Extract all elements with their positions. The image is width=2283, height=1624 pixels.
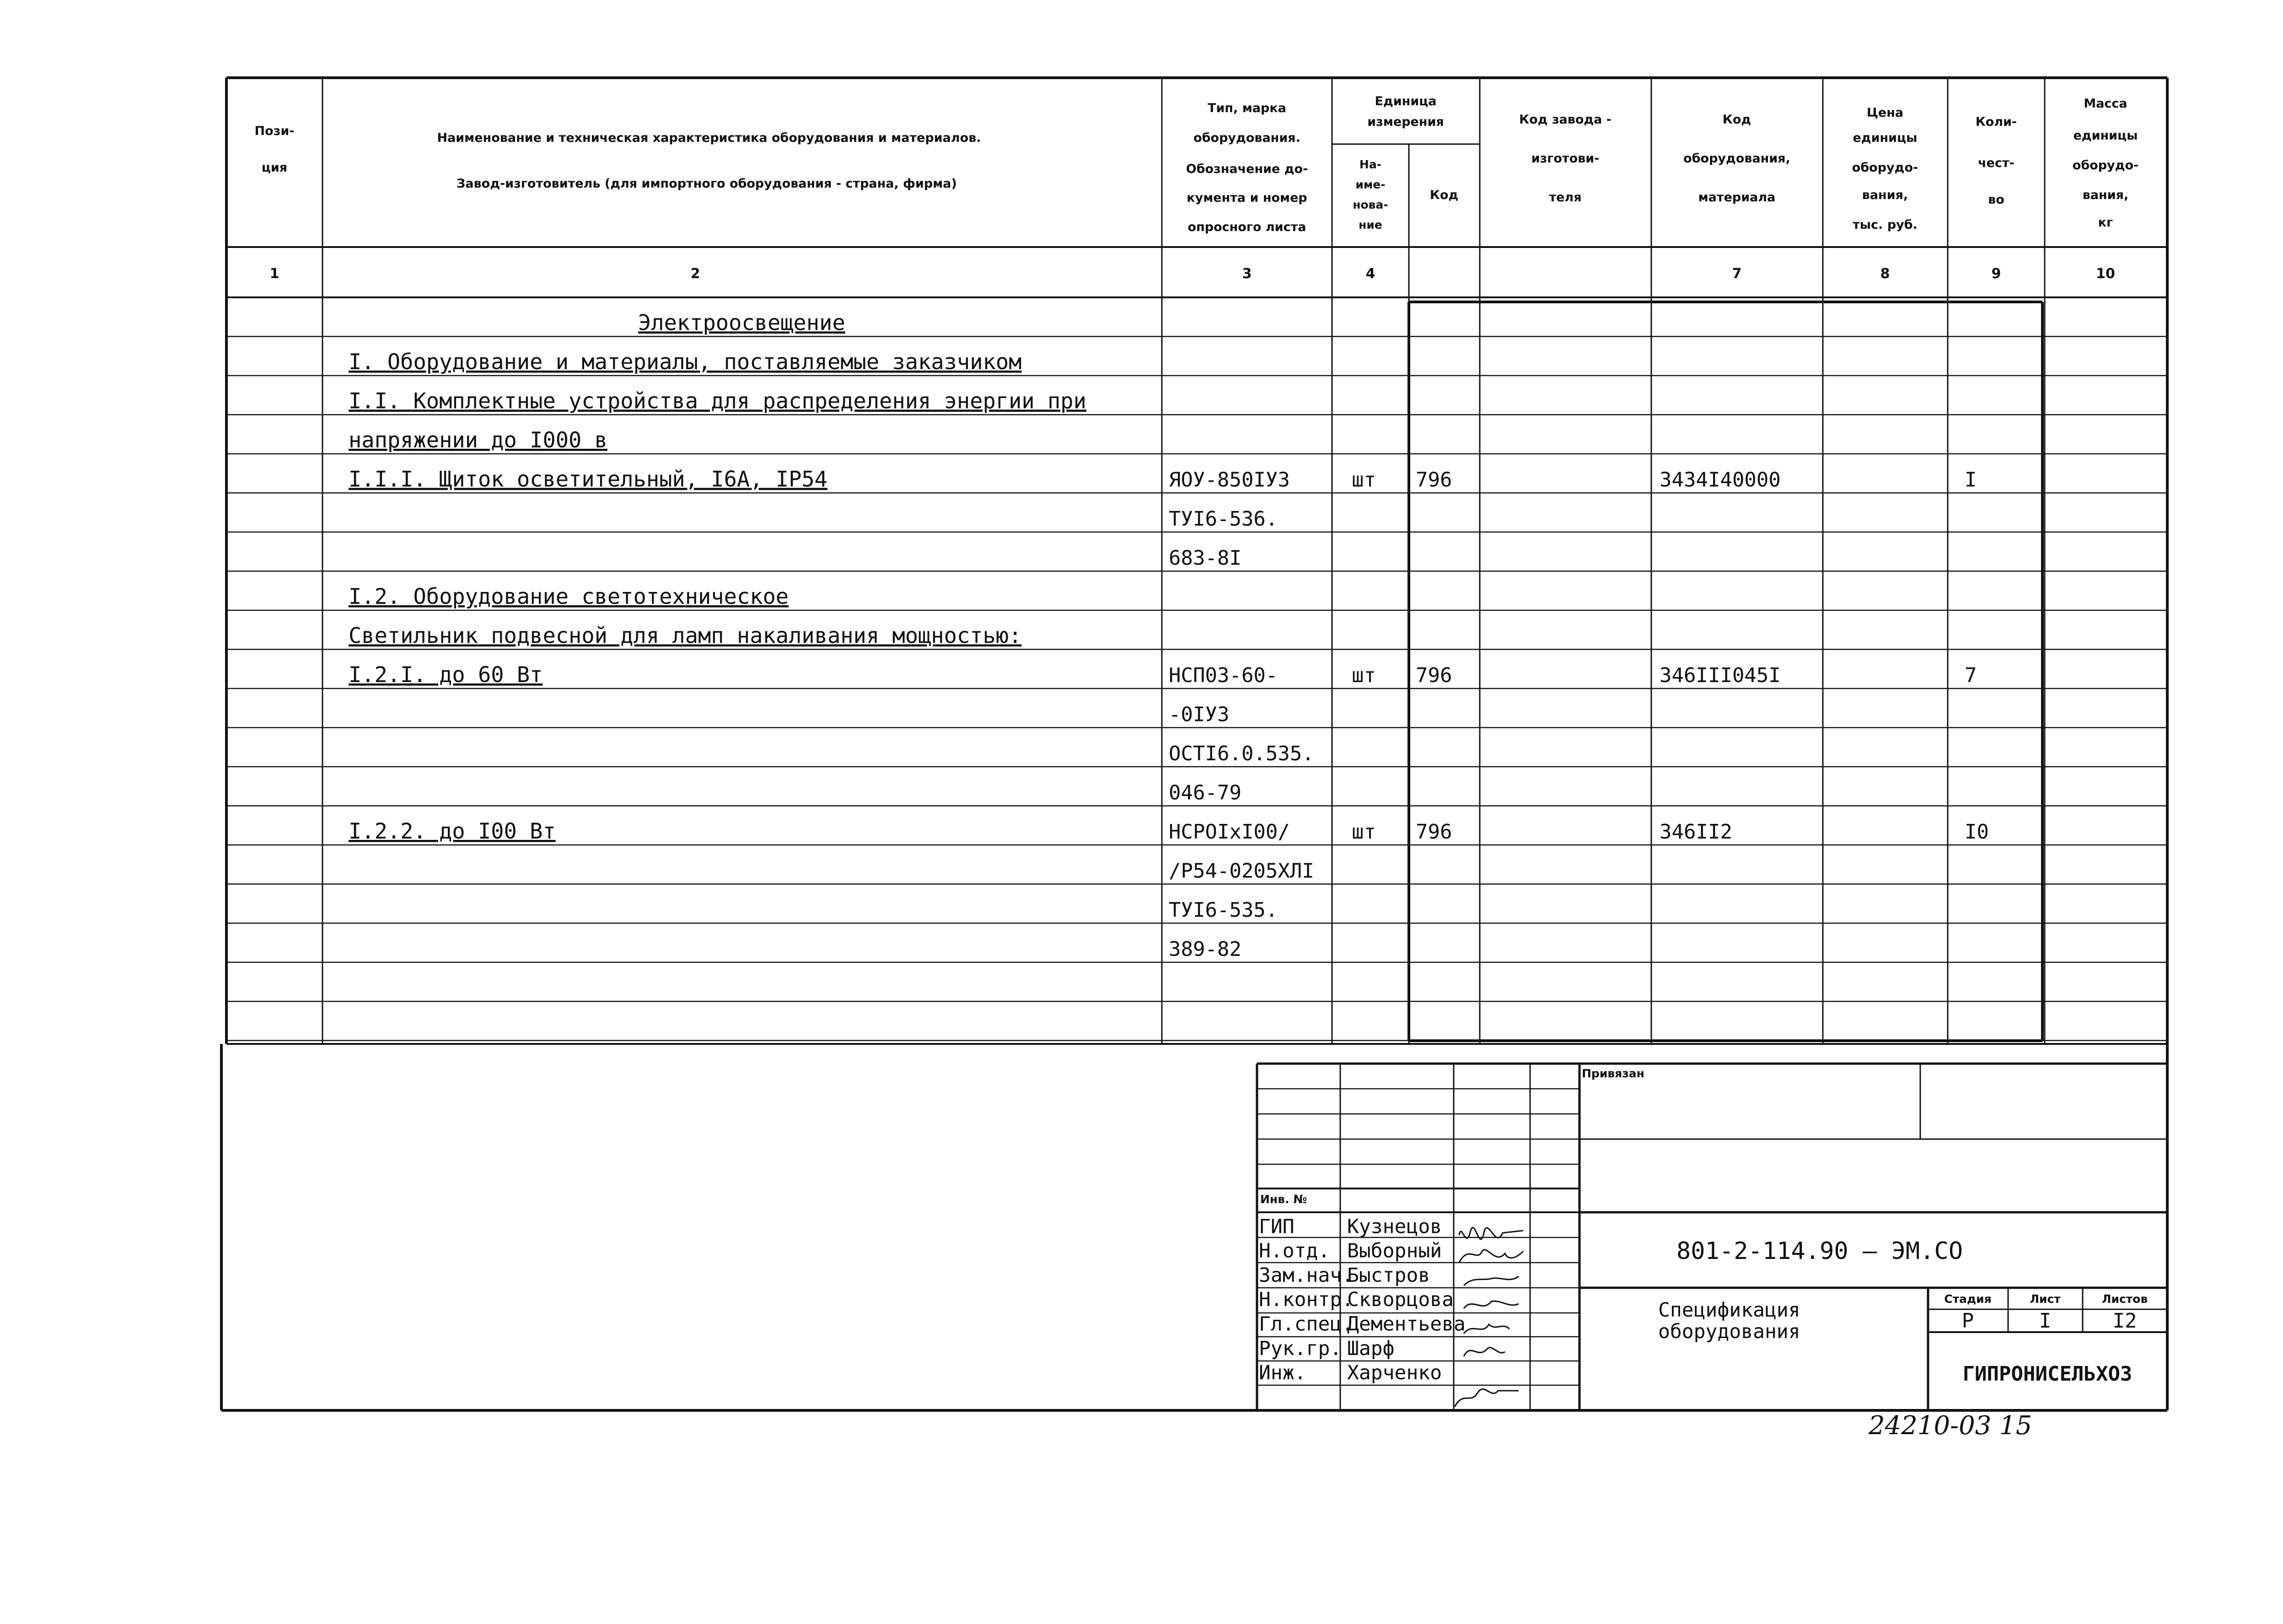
cell-name: Электроосвещение xyxy=(638,310,845,336)
inventory-label: Инв. № xyxy=(1260,1193,1307,1206)
bound-label: Привязан xyxy=(1582,1067,1644,1080)
table-row xyxy=(1169,781,1241,805)
cell-type: НСП03-60- xyxy=(1169,664,1278,687)
col-number: 10 xyxy=(2096,266,2115,282)
header-col3-l3: Обозначение до- xyxy=(1186,162,1308,176)
signer-role: Н.контр. xyxy=(1259,1288,1354,1312)
header-col10-l3: оборудо- xyxy=(2072,158,2139,172)
header-col7-l2: оборудования, xyxy=(1683,151,1790,166)
header-unit-l2: измерения xyxy=(1367,115,1444,129)
signer-row xyxy=(1259,1240,1442,1263)
table-row xyxy=(1169,703,1229,726)
cell-equip: 346II2 xyxy=(1660,820,1732,844)
cell-code: 796 xyxy=(1416,664,1452,687)
signer-name: Дементьева xyxy=(1347,1312,1466,1336)
cell-type: 046-79 xyxy=(1169,781,1241,805)
header-col8-l5: тыс. руб. xyxy=(1853,218,1918,232)
header-col1-l1: Пози- xyxy=(254,124,295,138)
cell-code: 796 xyxy=(1416,468,1452,492)
cell-name: I. Оборудование и материалы, поставляемые заказчиком xyxy=(349,350,1022,375)
column-numbers xyxy=(270,266,2115,282)
table-row xyxy=(638,311,845,336)
header-col3-l1: Тип, марка xyxy=(1208,101,1286,115)
table-row xyxy=(349,584,789,609)
table-row xyxy=(1169,547,1241,570)
header-unit-name-l4: ние xyxy=(1359,218,1382,231)
header-unit-code: Код xyxy=(1429,188,1459,202)
sheets-value: I2 xyxy=(2112,1309,2137,1333)
cell-type: ТУI6-535. xyxy=(1169,898,1278,922)
table-row xyxy=(1169,507,1278,531)
signers-list xyxy=(1259,1215,1466,1384)
signer-role: Зам.нач. xyxy=(1259,1264,1354,1287)
signer-row xyxy=(1259,1264,1430,1287)
header-col9-l2: чест- xyxy=(1978,156,2014,170)
col-number: 1 xyxy=(269,266,279,282)
cell-name: I.2. Оборудование светотехническое xyxy=(349,584,789,609)
table-body xyxy=(349,311,1989,961)
signer-row xyxy=(1259,1313,1466,1336)
header-col8-l1: Цена xyxy=(1866,106,1904,120)
signer-name: Скворцова xyxy=(1347,1288,1454,1312)
col-number: 2 xyxy=(690,266,700,282)
doc-title-l1: Спецификация xyxy=(1658,1299,1800,1322)
signer-name: Быстров xyxy=(1347,1264,1430,1287)
header-col8-l2: единицы xyxy=(1853,131,1918,145)
header-col3-l2: оборудования. xyxy=(1193,131,1300,145)
cell-type: 389-82 xyxy=(1169,937,1241,961)
header-col10-l5: кг xyxy=(2098,215,2113,230)
table-row xyxy=(349,350,1021,375)
stage-value: Р xyxy=(1961,1309,1974,1333)
cell-unit: шт xyxy=(1352,468,1376,492)
col-number: 9 xyxy=(1991,266,2001,282)
signer-row xyxy=(1259,1288,1454,1311)
doc-title-l2: оборудования xyxy=(1658,1320,1800,1343)
table-row xyxy=(349,428,607,453)
table-row xyxy=(349,389,1086,414)
header-col8-l4: вания, xyxy=(1862,188,1908,202)
archive-number: 24210-03 15 xyxy=(1869,1411,2032,1441)
cell-name: I.I. Комплектные устройства для распределения энергии при xyxy=(349,388,1086,414)
header-unit-name-l1: На- xyxy=(1359,158,1382,171)
cell-type: НСРОIхI00/ xyxy=(1169,820,1290,844)
table-row xyxy=(349,467,1977,492)
cell-name: напряжении до I000 в xyxy=(349,428,607,453)
cell-equip: 346III045I xyxy=(1660,664,1781,687)
table-row xyxy=(1169,898,1278,922)
table-row xyxy=(1169,938,1241,961)
header-col3-l5: опросного листа xyxy=(1187,220,1306,234)
signer-row xyxy=(1259,1361,1442,1384)
cell-name: I.I.I. Щиток осветительный, I6A, IP54 xyxy=(349,467,827,492)
header-col2-l1: Наименование и техническая характеристика оборудования и материалов. xyxy=(437,131,981,145)
cell-type: 683-8I xyxy=(1169,546,1241,570)
cell-type: ОСТI6.0.535. xyxy=(1169,742,1314,765)
table-row xyxy=(349,819,1989,844)
header-col1-l2: ция xyxy=(261,161,288,175)
header-col5-l2: изготови- xyxy=(1531,151,1600,166)
header-col8-l3: оборудо- xyxy=(1852,161,1918,175)
signer-role: ГИП xyxy=(1259,1215,1295,1238)
cell-qty: 7 xyxy=(1965,664,1977,687)
table-row xyxy=(349,662,1977,688)
header-col3-l4: кумента и номер xyxy=(1187,191,1307,205)
signer-name: Шарф xyxy=(1347,1337,1395,1360)
sheet-label: Лист xyxy=(2030,1292,2061,1306)
cell-type: -0IУЗ xyxy=(1169,703,1230,726)
signer-row xyxy=(1259,1337,1395,1360)
header-col10-l4: вания, xyxy=(2082,188,2129,202)
signer-row xyxy=(1259,1215,1442,1238)
table-row xyxy=(1169,860,1314,883)
table-header xyxy=(255,94,2139,234)
cell-type: ТУI6-536. xyxy=(1169,507,1278,531)
signer-role: Инж. xyxy=(1259,1361,1306,1385)
header-col10-l1: Масса xyxy=(2084,97,2127,111)
cell-equip: 3434I40000 xyxy=(1660,468,1781,492)
header-unit-name-l3: нова- xyxy=(1353,198,1388,211)
sheets-label: Листов xyxy=(2101,1292,2148,1306)
col-number: 7 xyxy=(1732,266,1742,282)
header-col5-l3: теля xyxy=(1549,190,1582,204)
cell-qty: I0 xyxy=(1965,820,1989,844)
cell-unit: шт xyxy=(1352,820,1376,844)
cell-name: Светильник подвесной для ламп накаливания мощностью: xyxy=(349,623,1022,649)
cell-qty: I xyxy=(1965,468,1977,492)
col-number: 4 xyxy=(1365,266,1375,282)
col-number: 3 xyxy=(1242,266,1252,282)
header-col10-l2: единицы xyxy=(2073,129,2138,143)
header-unit-name-l2: име- xyxy=(1355,178,1386,191)
cell-name: I.2.I. до 60 Вт xyxy=(349,662,543,688)
header-unit-l1: Единица xyxy=(1375,94,1437,108)
header-col9-l3: во xyxy=(1988,193,2004,207)
header-col7-l1: Код xyxy=(1722,113,1751,127)
cell-type: /Р54-0205ХЛI xyxy=(1169,859,1314,883)
header-col7-l3: материала xyxy=(1698,190,1776,204)
sheet-value: I xyxy=(2039,1309,2052,1333)
signer-name: Харченко xyxy=(1347,1361,1442,1385)
cell-type: ЯОУ-850IУЗ xyxy=(1169,468,1290,492)
document-number: 801-2-114.90 — ЭМ.СО xyxy=(1676,1237,1963,1265)
table-row xyxy=(349,624,1021,649)
cell-code: 796 xyxy=(1416,820,1452,844)
stage-label: Стадия xyxy=(1944,1292,1992,1306)
signer-name: Кузнецов xyxy=(1347,1215,1442,1238)
header-col2-l2: Завод-изготовитель (для импортного оборудования - страна, фирма) xyxy=(457,177,957,191)
signer-name: Выборный xyxy=(1347,1239,1442,1263)
header-col5-l1: Код завода - xyxy=(1519,113,1612,127)
cell-name: I.2.2. до I00 Вт xyxy=(349,819,556,844)
col-number: 8 xyxy=(1880,266,1890,282)
cell-unit: шт xyxy=(1352,664,1376,687)
organization-name: ГИПРОНИСЕЛЬХОЗ xyxy=(1962,1362,2133,1386)
signer-role: Рук.гр. xyxy=(1259,1337,1342,1360)
signer-role: Гл.спец. xyxy=(1259,1312,1354,1336)
table-row xyxy=(1169,742,1314,765)
header-col9-l1: Коли- xyxy=(1975,115,2017,129)
signer-role: Н.отд. xyxy=(1259,1239,1330,1263)
